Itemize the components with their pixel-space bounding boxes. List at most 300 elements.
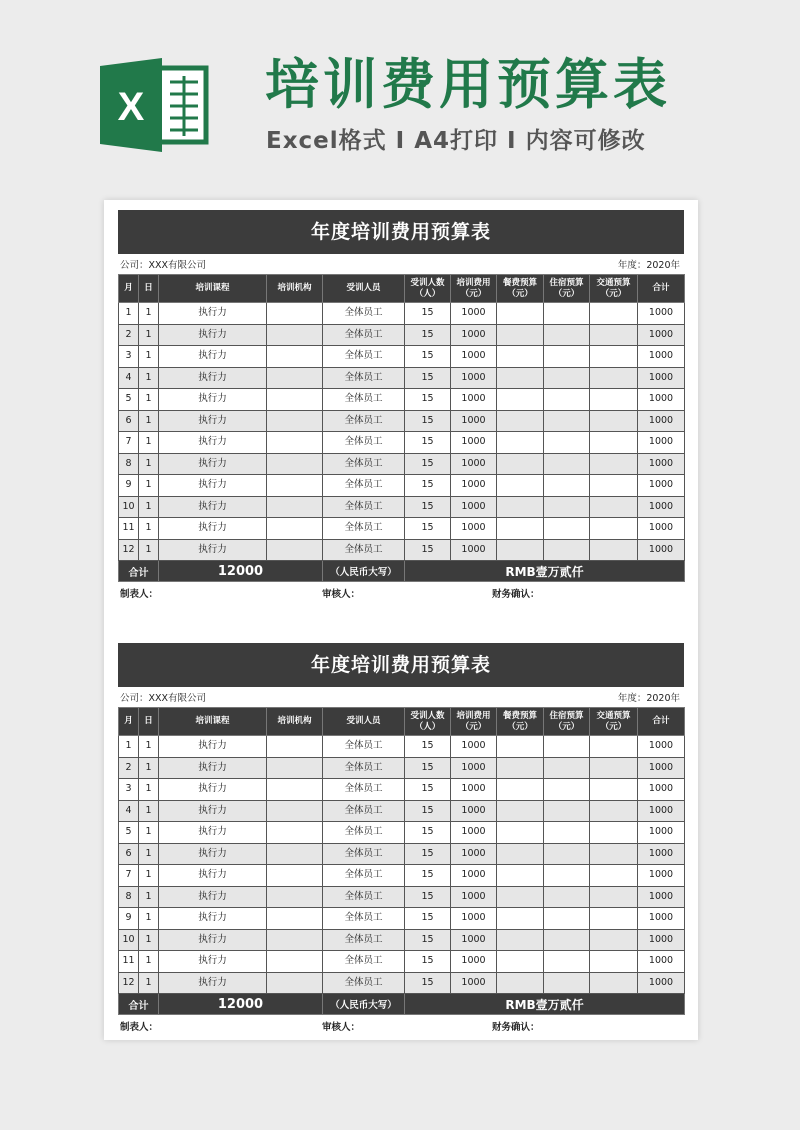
cell-transport xyxy=(590,324,638,346)
table-row xyxy=(119,972,685,994)
cell-total: 1000 xyxy=(638,865,685,887)
cell-meal xyxy=(497,843,544,865)
table-row xyxy=(119,736,685,758)
cell-lodging xyxy=(544,367,590,389)
cell-org xyxy=(267,303,323,325)
cell-total: 1000 xyxy=(638,303,685,325)
cell-transport xyxy=(590,929,638,951)
cell-course: 执行力 xyxy=(159,518,267,540)
cell-org xyxy=(267,432,323,454)
cell-org xyxy=(267,496,323,518)
table-row xyxy=(119,908,685,930)
cell-count: 15 xyxy=(405,367,451,389)
cell-day: 1 xyxy=(139,951,159,973)
cell-course: 执行力 xyxy=(159,757,267,779)
cell-meal xyxy=(497,736,544,758)
excel-logo-letter: X xyxy=(117,85,145,129)
cell-meal xyxy=(497,757,544,779)
cell-month: 10 xyxy=(119,496,139,518)
cell-course: 执行力 xyxy=(159,410,267,432)
cell-staff: 全体员工 xyxy=(323,865,405,887)
header-org: 培训机构 xyxy=(267,708,323,736)
cell-course: 执行力 xyxy=(159,432,267,454)
cell-day: 1 xyxy=(139,736,159,758)
cell-meal xyxy=(497,951,544,973)
header-month: 月 xyxy=(119,708,139,736)
cell-staff: 全体员工 xyxy=(323,757,405,779)
cell-transport xyxy=(590,432,638,454)
cell-org xyxy=(267,929,323,951)
cell-total: 1000 xyxy=(638,324,685,346)
summary-note: （人民币大写） xyxy=(323,561,405,582)
cell-org xyxy=(267,886,323,908)
cell-month: 7 xyxy=(119,865,139,887)
table-title: 年度培训费用预算表 xyxy=(118,643,684,687)
cell-lodging xyxy=(544,518,590,540)
cell-meal xyxy=(497,303,544,325)
cell-course: 执行力 xyxy=(159,800,267,822)
page-title: 培训费用预算表 xyxy=(265,53,671,116)
cell-fee: 1000 xyxy=(451,886,497,908)
cell-fee: 1000 xyxy=(451,346,497,368)
cell-fee: 1000 xyxy=(451,951,497,973)
cell-count: 15 xyxy=(405,865,451,887)
table-row xyxy=(119,367,685,389)
cell-count: 15 xyxy=(405,475,451,497)
cell-meal xyxy=(497,346,544,368)
cell-meal xyxy=(497,410,544,432)
cell-month: 8 xyxy=(119,453,139,475)
excel-icon xyxy=(100,58,212,152)
cell-course: 执行力 xyxy=(159,951,267,973)
cell-staff: 全体员工 xyxy=(323,324,405,346)
maker-label: 制表人： xyxy=(120,1022,159,1033)
header-day: 日 xyxy=(139,708,159,736)
summary-row xyxy=(119,561,685,582)
cell-org xyxy=(267,843,323,865)
header-fee: 培训费用 （元） xyxy=(451,708,497,736)
cell-org xyxy=(267,324,323,346)
cell-lodging xyxy=(544,475,590,497)
table-row xyxy=(119,518,685,540)
cell-staff: 全体员工 xyxy=(323,822,405,844)
cell-month: 7 xyxy=(119,432,139,454)
header-day: 日 xyxy=(139,275,159,303)
cell-staff: 全体员工 xyxy=(323,908,405,930)
cell-fee: 1000 xyxy=(451,929,497,951)
cell-total: 1000 xyxy=(638,929,685,951)
cell-course: 执行力 xyxy=(159,972,267,994)
cell-staff: 全体员工 xyxy=(323,800,405,822)
auditor-label: 审核人： xyxy=(322,589,361,600)
cell-total: 1000 xyxy=(638,346,685,368)
cell-transport xyxy=(590,908,638,930)
header-meal: 餐费预算 （元） xyxy=(497,708,544,736)
cell-course: 执行力 xyxy=(159,389,267,411)
cell-course: 执行力 xyxy=(159,886,267,908)
table-row xyxy=(119,453,685,475)
table-row xyxy=(119,410,685,432)
cell-day: 1 xyxy=(139,908,159,930)
cell-lodging xyxy=(544,951,590,973)
header-org: 培训机构 xyxy=(267,275,323,303)
cell-day: 1 xyxy=(139,822,159,844)
cell-meal xyxy=(497,389,544,411)
cell-org xyxy=(267,908,323,930)
cell-lodging xyxy=(544,496,590,518)
cell-meal xyxy=(497,779,544,801)
summary-words: RMB壹万贰仟 xyxy=(405,561,685,582)
cell-month: 12 xyxy=(119,972,139,994)
cell-org xyxy=(267,800,323,822)
table-row xyxy=(119,324,685,346)
cell-staff: 全体员工 xyxy=(323,929,405,951)
cell-transport xyxy=(590,800,638,822)
cell-staff: 全体员工 xyxy=(323,518,405,540)
cell-month: 10 xyxy=(119,929,139,951)
cell-transport xyxy=(590,518,638,540)
cell-transport xyxy=(590,865,638,887)
cell-total: 1000 xyxy=(638,367,685,389)
cell-meal xyxy=(497,539,544,561)
header-fee: 培训费用 （元） xyxy=(451,275,497,303)
cell-total: 1000 xyxy=(638,736,685,758)
cell-total: 1000 xyxy=(638,951,685,973)
cell-total: 1000 xyxy=(638,432,685,454)
cell-count: 15 xyxy=(405,539,451,561)
cell-lodging xyxy=(544,757,590,779)
cell-course: 执行力 xyxy=(159,822,267,844)
cell-fee: 1000 xyxy=(451,779,497,801)
cell-count: 15 xyxy=(405,346,451,368)
cell-course: 执行力 xyxy=(159,779,267,801)
cell-lodging xyxy=(544,886,590,908)
page-header xyxy=(0,0,800,190)
cell-lodging xyxy=(544,972,590,994)
cell-month: 5 xyxy=(119,822,139,844)
cell-course: 执行力 xyxy=(159,324,267,346)
cell-month: 3 xyxy=(119,346,139,368)
cell-day: 1 xyxy=(139,800,159,822)
cell-count: 15 xyxy=(405,303,451,325)
cell-fee: 1000 xyxy=(451,539,497,561)
cell-transport xyxy=(590,475,638,497)
cell-course: 执行力 xyxy=(159,303,267,325)
cell-day: 1 xyxy=(139,539,159,561)
header-staff: 受训人员 xyxy=(323,708,405,736)
cell-staff: 全体员工 xyxy=(323,453,405,475)
table-row xyxy=(119,303,685,325)
cell-count: 15 xyxy=(405,843,451,865)
cell-lodging xyxy=(544,303,590,325)
header-count: 受训人数 （人） xyxy=(405,275,451,303)
cell-total: 1000 xyxy=(638,779,685,801)
budget-table-1 xyxy=(118,210,684,602)
cell-transport xyxy=(590,757,638,779)
cell-lodging xyxy=(544,539,590,561)
cell-meal xyxy=(497,886,544,908)
table-row xyxy=(119,757,685,779)
cell-day: 1 xyxy=(139,346,159,368)
cell-month: 4 xyxy=(119,800,139,822)
table-row xyxy=(119,475,685,497)
table-row xyxy=(119,432,685,454)
cell-staff: 全体员工 xyxy=(323,410,405,432)
cell-org xyxy=(267,951,323,973)
budget-grid xyxy=(118,274,685,582)
cell-fee: 1000 xyxy=(451,389,497,411)
cell-staff: 全体员工 xyxy=(323,736,405,758)
cell-fee: 1000 xyxy=(451,410,497,432)
cell-fee: 1000 xyxy=(451,367,497,389)
cell-transport xyxy=(590,346,638,368)
cell-total: 1000 xyxy=(638,410,685,432)
header-lodging: 住宿预算 （元） xyxy=(544,275,590,303)
cell-fee: 1000 xyxy=(451,800,497,822)
cell-transport xyxy=(590,779,638,801)
cell-transport xyxy=(590,886,638,908)
cell-total: 1000 xyxy=(638,453,685,475)
summary-total: 12000 xyxy=(159,994,323,1015)
cell-total: 1000 xyxy=(638,539,685,561)
cell-transport xyxy=(590,410,638,432)
header-transport: 交通预算 （元） xyxy=(590,708,638,736)
cell-count: 15 xyxy=(405,951,451,973)
cell-total: 1000 xyxy=(638,886,685,908)
header-total: 合计 xyxy=(638,275,685,303)
cell-month: 3 xyxy=(119,779,139,801)
cell-staff: 全体员工 xyxy=(323,843,405,865)
cell-staff: 全体员工 xyxy=(323,972,405,994)
table-row xyxy=(119,822,685,844)
cell-count: 15 xyxy=(405,757,451,779)
signature-row xyxy=(118,1015,684,1035)
cell-staff: 全体员工 xyxy=(323,779,405,801)
cell-fee: 1000 xyxy=(451,432,497,454)
cell-count: 15 xyxy=(405,779,451,801)
cell-fee: 1000 xyxy=(451,453,497,475)
header-staff: 受训人员 xyxy=(323,275,405,303)
cell-org xyxy=(267,475,323,497)
cell-month: 2 xyxy=(119,324,139,346)
cell-day: 1 xyxy=(139,410,159,432)
cell-count: 15 xyxy=(405,324,451,346)
cell-count: 15 xyxy=(405,972,451,994)
header-course: 培训课程 xyxy=(159,275,267,303)
cell-total: 1000 xyxy=(638,389,685,411)
cell-count: 15 xyxy=(405,432,451,454)
cell-count: 15 xyxy=(405,518,451,540)
cell-org xyxy=(267,453,323,475)
cell-count: 15 xyxy=(405,800,451,822)
cell-month: 4 xyxy=(119,367,139,389)
summary-label: 合计 xyxy=(119,561,159,582)
cell-total: 1000 xyxy=(638,908,685,930)
header-meal: 餐费预算 （元） xyxy=(497,275,544,303)
cell-org xyxy=(267,367,323,389)
cell-meal xyxy=(497,324,544,346)
cell-staff: 全体员工 xyxy=(323,475,405,497)
table-row xyxy=(119,843,685,865)
cell-lodging xyxy=(544,822,590,844)
cell-day: 1 xyxy=(139,843,159,865)
cell-fee: 1000 xyxy=(451,496,497,518)
table-row xyxy=(119,539,685,561)
cell-org xyxy=(267,736,323,758)
cell-month: 9 xyxy=(119,908,139,930)
cell-month: 12 xyxy=(119,539,139,561)
header-row xyxy=(119,275,685,303)
cell-transport xyxy=(590,303,638,325)
cell-lodging xyxy=(544,843,590,865)
cell-course: 执行力 xyxy=(159,843,267,865)
cell-fee: 1000 xyxy=(451,303,497,325)
table-row xyxy=(119,865,685,887)
cell-day: 1 xyxy=(139,389,159,411)
cell-day: 1 xyxy=(139,367,159,389)
cell-meal xyxy=(497,475,544,497)
cell-fee: 1000 xyxy=(451,843,497,865)
cell-course: 执行力 xyxy=(159,475,267,497)
cell-count: 15 xyxy=(405,886,451,908)
cell-org xyxy=(267,539,323,561)
cell-staff: 全体员工 xyxy=(323,886,405,908)
signature-row xyxy=(118,582,684,602)
cell-transport xyxy=(590,453,638,475)
budget-table-2 xyxy=(118,643,684,1035)
cell-staff: 全体员工 xyxy=(323,367,405,389)
header-row xyxy=(119,708,685,736)
cell-transport xyxy=(590,972,638,994)
cell-total: 1000 xyxy=(638,757,685,779)
cell-day: 1 xyxy=(139,779,159,801)
summary-note: （人民币大写） xyxy=(323,994,405,1015)
cell-org xyxy=(267,518,323,540)
cell-meal xyxy=(497,822,544,844)
cell-org xyxy=(267,822,323,844)
table-row xyxy=(119,346,685,368)
cell-course: 执行力 xyxy=(159,929,267,951)
cell-course: 执行力 xyxy=(159,367,267,389)
cell-day: 1 xyxy=(139,324,159,346)
cell-meal xyxy=(497,929,544,951)
cell-meal xyxy=(497,972,544,994)
cell-lodging xyxy=(544,432,590,454)
sheet-paper xyxy=(104,200,698,1040)
cell-meal xyxy=(497,496,544,518)
cell-count: 15 xyxy=(405,389,451,411)
cell-transport xyxy=(590,367,638,389)
company-label: 公司：XXX有限公司 xyxy=(120,260,207,271)
header-month: 月 xyxy=(119,275,139,303)
cell-month: 6 xyxy=(119,410,139,432)
summary-row xyxy=(119,994,685,1015)
cell-course: 执行力 xyxy=(159,346,267,368)
cell-meal xyxy=(497,908,544,930)
table-row xyxy=(119,779,685,801)
header-lodging: 住宿预算 （元） xyxy=(544,708,590,736)
cell-day: 1 xyxy=(139,865,159,887)
cell-total: 1000 xyxy=(638,843,685,865)
cell-total: 1000 xyxy=(638,800,685,822)
table-row xyxy=(119,389,685,411)
cell-course: 执行力 xyxy=(159,736,267,758)
table-row xyxy=(119,800,685,822)
cell-lodging xyxy=(544,324,590,346)
cell-count: 15 xyxy=(405,410,451,432)
cell-total: 1000 xyxy=(638,972,685,994)
cell-total: 1000 xyxy=(638,496,685,518)
cell-day: 1 xyxy=(139,453,159,475)
cell-lodging xyxy=(544,346,590,368)
cell-count: 15 xyxy=(405,736,451,758)
table-meta xyxy=(118,254,684,274)
cell-course: 执行力 xyxy=(159,865,267,887)
cell-fee: 1000 xyxy=(451,972,497,994)
cell-month: 9 xyxy=(119,475,139,497)
cell-fee: 1000 xyxy=(451,822,497,844)
cell-month: 8 xyxy=(119,886,139,908)
cell-transport xyxy=(590,496,638,518)
page-subtitle: Excel格式 I A4打印 I 内容可修改 xyxy=(266,128,646,154)
cell-meal xyxy=(497,453,544,475)
cell-meal xyxy=(497,865,544,887)
cell-staff: 全体员工 xyxy=(323,951,405,973)
cell-lodging xyxy=(544,800,590,822)
cell-day: 1 xyxy=(139,303,159,325)
cell-fee: 1000 xyxy=(451,736,497,758)
cell-course: 执行力 xyxy=(159,908,267,930)
cell-staff: 全体员工 xyxy=(323,346,405,368)
cell-meal xyxy=(497,367,544,389)
cell-month: 6 xyxy=(119,843,139,865)
header-count: 受训人数 （人） xyxy=(405,708,451,736)
cell-month: 1 xyxy=(119,736,139,758)
cell-transport xyxy=(590,539,638,561)
cell-lodging xyxy=(544,929,590,951)
cell-lodging xyxy=(544,410,590,432)
cell-transport xyxy=(590,843,638,865)
cell-lodging xyxy=(544,389,590,411)
cell-staff: 全体员工 xyxy=(323,539,405,561)
cell-meal xyxy=(497,800,544,822)
company-label: 公司：XXX有限公司 xyxy=(120,693,207,704)
cell-org xyxy=(267,389,323,411)
cell-month: 2 xyxy=(119,757,139,779)
finance-label: 财务确认： xyxy=(492,1022,540,1033)
cell-total: 1000 xyxy=(638,822,685,844)
cell-org xyxy=(267,346,323,368)
cell-lodging xyxy=(544,736,590,758)
cell-lodging xyxy=(544,453,590,475)
cell-month: 1 xyxy=(119,303,139,325)
cell-fee: 1000 xyxy=(451,757,497,779)
cell-day: 1 xyxy=(139,475,159,497)
cell-org xyxy=(267,865,323,887)
cell-transport xyxy=(590,389,638,411)
cell-transport xyxy=(590,951,638,973)
cell-course: 执行力 xyxy=(159,453,267,475)
table-row xyxy=(119,929,685,951)
cell-month: 5 xyxy=(119,389,139,411)
year-label: 年度：2020年 xyxy=(617,693,680,704)
cell-lodging xyxy=(544,779,590,801)
cell-meal xyxy=(497,518,544,540)
cell-count: 15 xyxy=(405,929,451,951)
summary-label: 合计 xyxy=(119,994,159,1015)
budget-grid xyxy=(118,707,685,1015)
cell-staff: 全体员工 xyxy=(323,432,405,454)
